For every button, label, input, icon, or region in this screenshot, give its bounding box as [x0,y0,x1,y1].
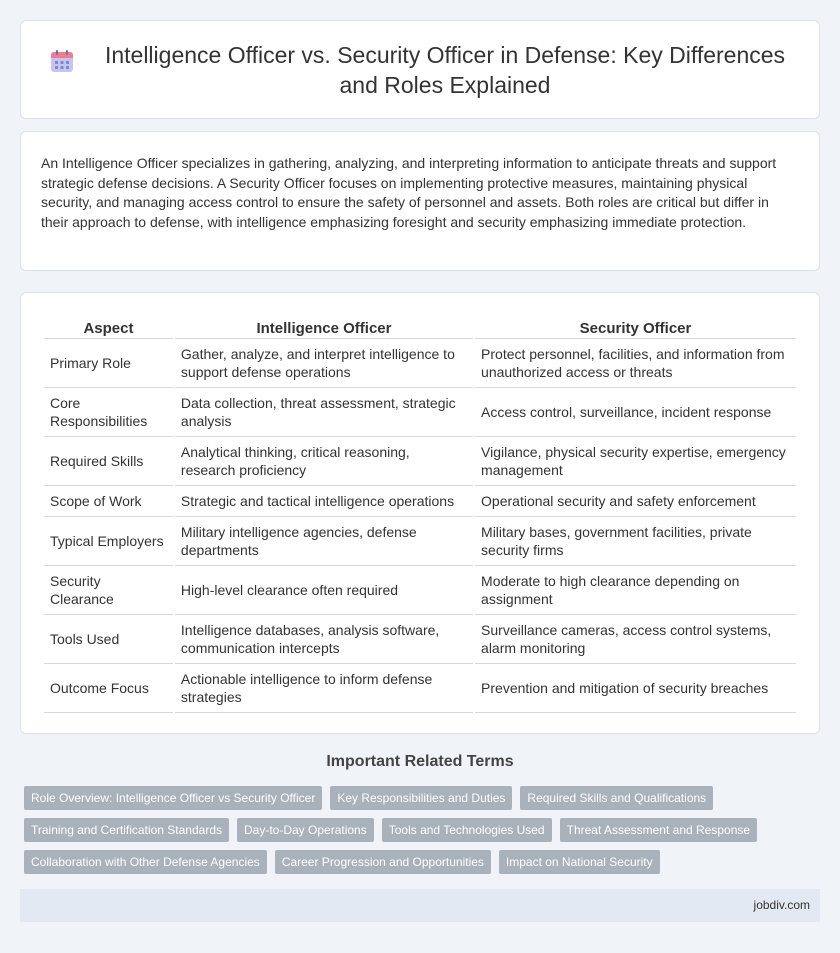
aspect-cell: Core Responsibilities [44,388,173,437]
header-card [20,20,820,119]
intelligence-cell: High-level clearance often required [175,566,473,615]
footer-site-link[interactable]: jobdiv.com [753,898,810,912]
related-term-tag[interactable]: Training and Certification Standards [24,818,229,842]
table-row [44,486,796,517]
related-term-tag[interactable]: Impact on National Security [499,850,660,874]
related-term-tag[interactable]: Required Skills and Qualifications [520,786,713,810]
intelligence-cell: Strategic and tactical intelligence operations [175,486,473,517]
security-cell: Military bases, government facilities, private security firms [475,517,796,566]
aspect-cell: Security Clearance [44,566,173,615]
intelligence-cell: Actionable intelligence to inform defense strategies [175,664,473,713]
related-term-tag[interactable]: Collaboration with Other Defense Agencies [24,850,267,874]
security-cell: Vigilance, physical security expertise, emergency management [475,437,796,486]
table-row [44,437,796,486]
intelligence-cell: Intelligence databases, analysis software, communication intercepts [175,615,473,664]
related-term-tag[interactable]: Key Responsibilities and Duties [330,786,512,810]
security-cell: Protect personnel, facilities, and information from unauthorized access or threats [475,339,796,388]
related-term-tag[interactable]: Threat Assessment and Response [560,818,757,842]
table-row [44,664,796,713]
security-cell: Surveillance cameras, access control systems, alarm monitoring [475,615,796,664]
table-row [44,615,796,664]
header-intelligence-officer: Intelligence Officer [175,317,473,339]
aspect-cell: Primary Role [44,339,173,388]
comparison-table-card [20,292,820,734]
intelligence-cell: Military intelligence agencies, defense departments [175,517,473,566]
related-terms-title: Important Related Terms [326,753,514,770]
related-term-tag[interactable]: Day-to-Day Operations [237,818,374,842]
table-header-row [44,317,796,339]
footer [20,889,820,922]
intelligence-cell: Analytical thinking, critical reasoning, research proficiency [175,437,473,486]
intro-card [20,131,820,271]
table-row [44,339,796,388]
related-term-tag[interactable]: Role Overview: Intelligence Officer vs Security Officer [24,786,322,810]
aspect-cell: Typical Employers [44,517,173,566]
intelligence-cell: Gather, analyze, and interpret intelligence to support defense operations [175,339,473,388]
table-row [44,388,796,437]
header-aspect: Aspect [44,317,173,339]
table-row [44,517,796,566]
security-cell: Moderate to high clearance depending on assignment [475,566,796,615]
intro-text: An Intelligence Officer specializes in gathering, analyzing, and interpreting information to anticipate threats and support strategic defense decisions. A Security Officer focuses on implementing protective measures, maintaining physical security, and managing access control to ensure the safety of personnel and assets. Both roles are critical but differ in their approach to defense, with intelligence emphasizing foresight and security emphasizing immediate protection. [41,155,777,230]
related-term-tag[interactable]: Tools and Technologies Used [382,818,552,842]
header-security-officer: Security Officer [475,317,796,339]
aspect-cell: Scope of Work [44,486,173,517]
security-cell: Access control, surveillance, incident response [475,388,796,437]
table-row [44,566,796,615]
comparison-table [42,317,798,713]
aspect-cell: Tools Used [44,615,173,664]
related-terms-list [24,786,804,882]
security-cell: Prevention and mitigation of security breaches [475,664,796,713]
related-term-tag[interactable]: Career Progression and Opportunities [275,850,491,874]
intelligence-cell: Data collection, threat assessment, strategic analysis [175,388,473,437]
page-title: Intelligence Officer vs. Security Officer in Defense: Key Differences and Roles Explained [104,41,786,98]
aspect-cell: Outcome Focus [44,664,173,713]
security-cell: Operational security and safety enforcement [475,486,796,517]
aspect-cell: Required Skills [44,437,173,486]
